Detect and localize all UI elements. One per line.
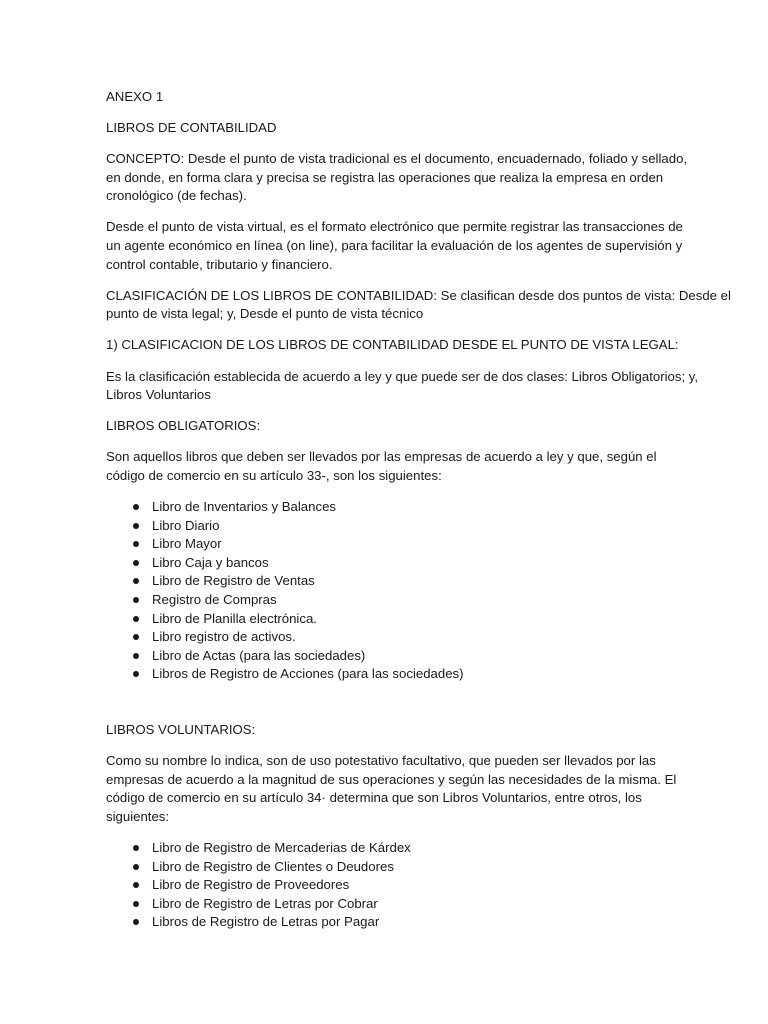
obligatorios-intro-line: código de comercio en su artículo 33-, son los siguientes:	[106, 467, 442, 483]
list-item: Libro Mayor	[106, 535, 666, 554]
legal-paragraph	[106, 368, 699, 405]
document-page	[106, 88, 731, 932]
list-item: Libro de Planilla electrónica.	[106, 610, 666, 629]
classification-line: punto de vista legal; y, Desde el punto de vista técnico	[106, 306, 424, 322]
voluntarios-intro	[106, 752, 677, 826]
list-item: Libro de Registro de Mercaderias de Kárdex	[106, 839, 666, 858]
virtual-line: Desde el punto de vista virtual, es el formato electrónico que permite registrar las transacciones de	[106, 219, 683, 235]
voluntarios-intro-line: código de comercio en su artículo 34· determina que son Libros Voluntarios, entre otros, los	[106, 790, 642, 806]
classification-paragraph	[106, 287, 731, 324]
list-item: Libros de Registro de Letras por Pagar	[106, 913, 666, 932]
voluntarios-heading: LIBROS VOLUNTARIOS:	[106, 721, 256, 737]
list-item: Libro de Registro de Proveedores	[106, 876, 666, 895]
list-item: Libro de Registro de Letras por Cobrar	[106, 895, 666, 914]
concept-line: cronológico (de fechas).	[106, 188, 247, 204]
virtual-paragraph	[106, 218, 683, 274]
virtual-line: control contable, tributario y financiero.	[106, 256, 333, 272]
virtual-line: un agente económico en línea (on line), para facilitar la evaluación de los agentes de supervisión y	[106, 238, 683, 254]
voluntarios-intro-line: siguientes:	[106, 808, 170, 824]
list-item: Libro Diario	[106, 517, 666, 536]
classification-line: CLASIFICACIÓN DE LOS LIBROS DE CONTABILIDAD: Se clasifican desde dos puntos de vista: Desde el	[106, 287, 731, 303]
voluntarios-intro-line: Como su nombre lo indica, son de uso potestativo facultativo, que pueden ser llevados por las	[106, 753, 656, 769]
concept-paragraph	[106, 150, 688, 206]
obligatorios-heading: LIBROS OBLIGATORIOS:	[106, 418, 261, 434]
list-item: Registro de Compras	[106, 591, 666, 610]
voluntarios-list	[106, 839, 666, 932]
concept-line: CONCEPTO: Desde el punto de vista tradicional es el documento, encuadernado, foliado y sellado,	[106, 151, 688, 167]
list-item: Libro Caja y bancos	[106, 554, 666, 573]
concept-line: en donde, en forma clara y precisa se registra las operaciones que realiza la empresa en orden	[106, 169, 664, 185]
obligatorios-intro-line: Son aquellos libros que deben ser llevados por las empresas de acuerdo a ley y que, según el	[106, 449, 657, 465]
legal-line: Libros Voluntarios	[106, 387, 211, 403]
voluntarios-intro-line: empresas de acuerdo a la magnitud de sus operaciones y según las necesidades de la misma. El	[106, 771, 677, 787]
list-item: Libros de Registro de Acciones (para las sociedades)	[106, 665, 666, 684]
legal-heading: 1) CLASIFICACION DE LOS LIBROS DE CONTABILIDAD DESDE EL PUNTO DE VISTA LEGAL:	[106, 337, 679, 353]
legal-line: Es la clasificación establecida de acuerdo a ley y que puede ser de dos clases: Libros Obligatorios; y,	[106, 368, 699, 384]
list-item: Libro registro de activos.	[106, 628, 666, 647]
obligatorios-list	[106, 498, 666, 684]
list-item: Libro de Registro de Clientes o Deudores	[106, 858, 666, 877]
list-item: Libro de Registro de Ventas	[106, 572, 666, 591]
obligatorios-intro	[106, 448, 666, 485]
list-item: Libro de Actas (para las sociedades)	[106, 647, 666, 666]
annex-heading: ANEXO 1	[106, 89, 164, 104]
document-title: LIBROS DE CONTABILIDAD	[106, 120, 277, 136]
list-item: Libro de Inventarios y Balances	[106, 498, 666, 517]
